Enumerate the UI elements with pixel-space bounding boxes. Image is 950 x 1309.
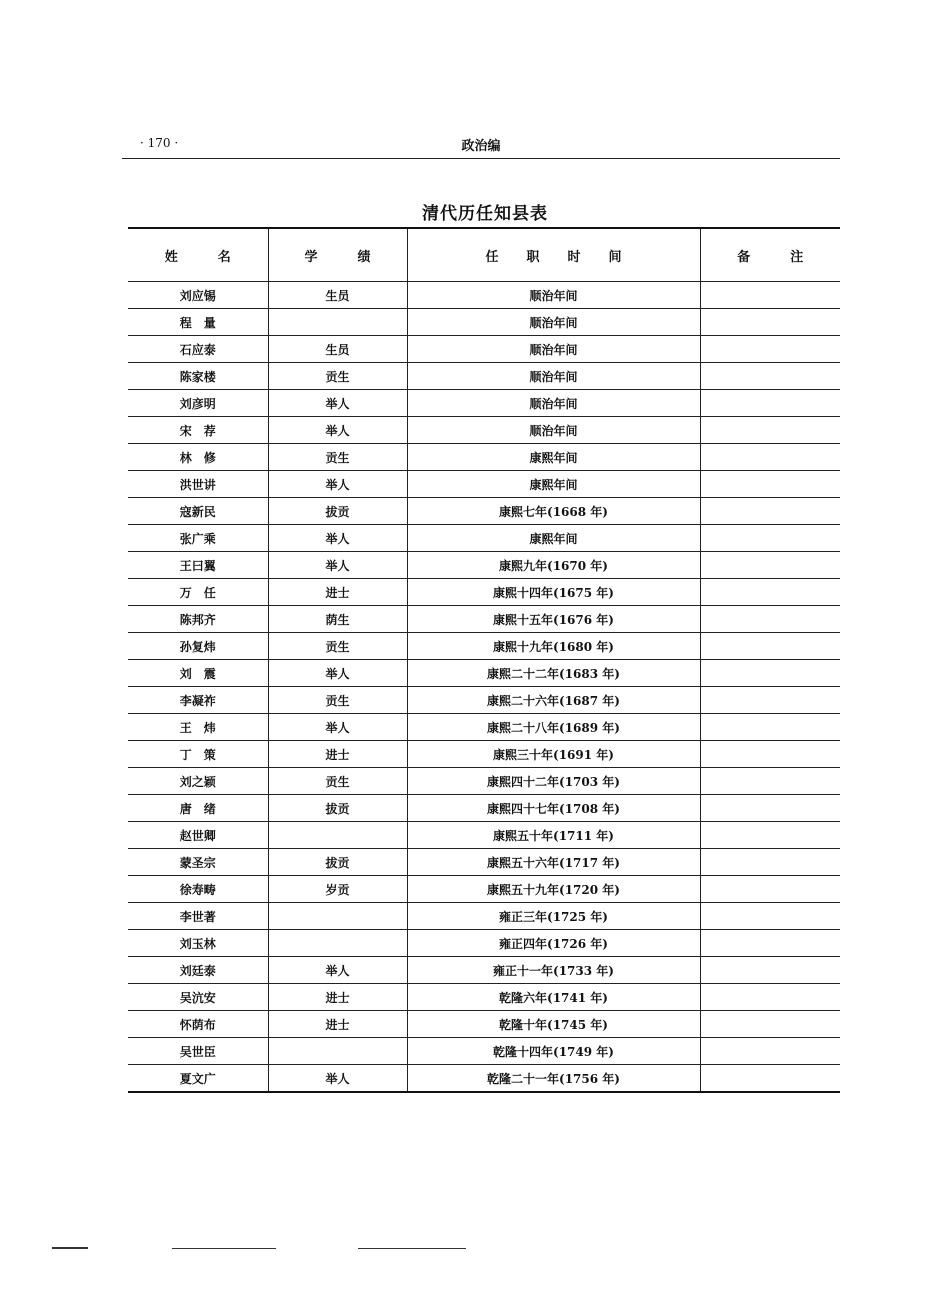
table-row	[128, 903, 840, 930]
cell-degree	[268, 309, 407, 336]
cell-degree: 举人	[268, 660, 407, 687]
cell-name: 李世著	[128, 903, 268, 930]
table-row	[128, 390, 840, 417]
running-title: 政治编	[461, 139, 501, 154]
table-row	[128, 849, 840, 876]
cell-degree: 进士	[268, 984, 407, 1011]
cell-degree: 举人	[268, 714, 407, 741]
cell-term: 雍正三年(1725 年)	[407, 903, 700, 930]
table-row	[128, 687, 840, 714]
cell-degree	[268, 822, 407, 849]
page-header	[122, 135, 840, 159]
table-row	[128, 525, 840, 552]
table-title: 清代历任知县表	[422, 204, 548, 224]
cell-note	[700, 390, 840, 417]
cell-term: 康熙十四年(1675 年)	[407, 579, 700, 606]
cell-term: 顺治年间	[407, 309, 700, 336]
cell-degree: 拔贡	[268, 795, 407, 822]
header-rule	[122, 158, 840, 159]
cell-degree: 贡生	[268, 687, 407, 714]
cell-name: 吴世臣	[128, 1038, 268, 1065]
cell-degree	[268, 1038, 407, 1065]
cell-note	[700, 1065, 840, 1093]
cell-degree: 贡生	[268, 444, 407, 471]
cell-term: 康熙三十年(1691 年)	[407, 741, 700, 768]
table-row	[128, 930, 840, 957]
cell-note	[700, 903, 840, 930]
col-header-note: 备 注	[700, 228, 840, 282]
cell-term: 康熙九年(1670 年)	[407, 552, 700, 579]
cell-degree: 举人	[268, 471, 407, 498]
cell-note	[700, 957, 840, 984]
cell-note	[700, 1011, 840, 1038]
cell-term: 顺治年间	[407, 390, 700, 417]
table-row	[128, 498, 840, 525]
cell-name: 孙复炜	[128, 633, 268, 660]
cell-term: 雍正四年(1726 年)	[407, 930, 700, 957]
cell-name: 怀荫布	[128, 1011, 268, 1038]
cell-name: 吴沆安	[128, 984, 268, 1011]
cell-name: 王 炜	[128, 714, 268, 741]
cell-name: 刘玉林	[128, 930, 268, 957]
cell-note	[700, 336, 840, 363]
cell-note	[700, 498, 840, 525]
cell-term: 顺治年间	[407, 336, 700, 363]
cell-note	[700, 930, 840, 957]
cell-note	[700, 309, 840, 336]
cell-name: 寇新民	[128, 498, 268, 525]
cell-degree: 贡生	[268, 768, 407, 795]
cell-degree: 拔贡	[268, 498, 407, 525]
table-row	[128, 957, 840, 984]
cell-term: 康熙十九年(1680 年)	[407, 633, 700, 660]
cell-degree: 举人	[268, 525, 407, 552]
cell-degree: 贡生	[268, 633, 407, 660]
cell-name: 刘之颖	[128, 768, 268, 795]
cell-term: 康熙五十六年(1717 年)	[407, 849, 700, 876]
cell-term: 乾隆二十一年(1756 年)	[407, 1065, 700, 1093]
cell-degree: 举人	[268, 390, 407, 417]
table-row	[128, 822, 840, 849]
cell-note	[700, 579, 840, 606]
cell-name: 徐寿畴	[128, 876, 268, 903]
table-header-row	[128, 228, 840, 282]
cell-note	[700, 741, 840, 768]
cell-degree: 进士	[268, 1011, 407, 1038]
cell-name: 万 任	[128, 579, 268, 606]
cell-term: 康熙四十二年(1703 年)	[407, 768, 700, 795]
table-row	[128, 1065, 840, 1093]
table-row	[128, 579, 840, 606]
cell-note	[700, 552, 840, 579]
cell-name: 赵世卿	[128, 822, 268, 849]
cell-name: 陈邦齐	[128, 606, 268, 633]
table-row	[128, 768, 840, 795]
cell-term: 康熙二十二年(1683 年)	[407, 660, 700, 687]
cell-name: 石应泰	[128, 336, 268, 363]
cell-note	[700, 471, 840, 498]
cell-term: 乾隆十四年(1749 年)	[407, 1038, 700, 1065]
cell-note	[700, 822, 840, 849]
col-header-degree: 学 绩	[268, 228, 407, 282]
cell-note	[700, 444, 840, 471]
cell-note	[700, 633, 840, 660]
col-header-term: 任 职 时 间	[407, 228, 700, 282]
cell-degree: 举人	[268, 552, 407, 579]
cell-degree: 贡生	[268, 363, 407, 390]
table-row	[128, 309, 840, 336]
cell-name: 王曰翼	[128, 552, 268, 579]
cell-term: 康熙二十六年(1687 年)	[407, 687, 700, 714]
table-row	[128, 363, 840, 390]
cell-degree: 进士	[268, 579, 407, 606]
cell-term: 顺治年间	[407, 417, 700, 444]
cell-name: 刘 震	[128, 660, 268, 687]
table-row	[128, 282, 840, 309]
table-row	[128, 984, 840, 1011]
cell-name: 程 量	[128, 309, 268, 336]
cell-degree: 生员	[268, 282, 407, 309]
cell-degree: 荫生	[268, 606, 407, 633]
cell-name: 林 修	[128, 444, 268, 471]
table-row	[128, 795, 840, 822]
cell-name: 丁 策	[128, 741, 268, 768]
cell-degree: 举人	[268, 1065, 407, 1093]
cell-term: 顺治年间	[407, 363, 700, 390]
col-header-name: 姓 名	[128, 228, 268, 282]
cell-note	[700, 768, 840, 795]
cell-term: 康熙四十七年(1708 年)	[407, 795, 700, 822]
table-row	[128, 660, 840, 687]
cell-name: 李凝祚	[128, 687, 268, 714]
cell-name: 宋 荐	[128, 417, 268, 444]
page-number: · 170 ·	[140, 136, 179, 150]
scan-mark	[52, 1247, 88, 1249]
scan-mark	[358, 1248, 466, 1249]
table-row	[128, 1011, 840, 1038]
table-row	[128, 606, 840, 633]
cell-note	[700, 363, 840, 390]
cell-note	[700, 714, 840, 741]
table-row	[128, 552, 840, 579]
cell-note	[700, 660, 840, 687]
cell-note	[700, 606, 840, 633]
cell-note	[700, 795, 840, 822]
cell-degree: 生员	[268, 336, 407, 363]
cell-note	[700, 876, 840, 903]
cell-note	[700, 417, 840, 444]
cell-degree	[268, 930, 407, 957]
cell-name: 刘应锡	[128, 282, 268, 309]
cell-term: 康熙二十八年(1689 年)	[407, 714, 700, 741]
table-row	[128, 444, 840, 471]
cell-note	[700, 282, 840, 309]
cell-degree: 拔贡	[268, 849, 407, 876]
cell-name: 夏文广	[128, 1065, 268, 1093]
table-row	[128, 417, 840, 444]
cell-name: 蒙圣宗	[128, 849, 268, 876]
cell-name: 洪世讲	[128, 471, 268, 498]
cell-degree	[268, 903, 407, 930]
cell-degree: 举人	[268, 417, 407, 444]
cell-note	[700, 984, 840, 1011]
table-body	[128, 282, 840, 1093]
cell-degree: 举人	[268, 957, 407, 984]
table-row	[128, 471, 840, 498]
cell-note	[700, 525, 840, 552]
cell-name: 唐 绪	[128, 795, 268, 822]
cell-term: 康熙五十九年(1720 年)	[407, 876, 700, 903]
table-row	[128, 633, 840, 660]
table-row	[128, 876, 840, 903]
cell-term: 乾隆十年(1745 年)	[407, 1011, 700, 1038]
cell-term: 康熙年间	[407, 525, 700, 552]
table-row	[128, 714, 840, 741]
cell-term: 康熙年间	[407, 444, 700, 471]
cell-name: 张广乘	[128, 525, 268, 552]
cell-term: 康熙五十年(1711 年)	[407, 822, 700, 849]
cell-term: 雍正十一年(1733 年)	[407, 957, 700, 984]
magistrate-table	[128, 227, 840, 1093]
cell-note	[700, 687, 840, 714]
cell-degree: 进士	[268, 741, 407, 768]
table-row	[128, 336, 840, 363]
cell-term: 康熙十五年(1676 年)	[407, 606, 700, 633]
cell-term: 康熙七年(1668 年)	[407, 498, 700, 525]
cell-name: 陈家楼	[128, 363, 268, 390]
cell-term: 康熙年间	[407, 471, 700, 498]
cell-term: 顺治年间	[407, 282, 700, 309]
cell-name: 刘彦明	[128, 390, 268, 417]
table-row	[128, 1038, 840, 1065]
cell-note	[700, 849, 840, 876]
cell-name: 刘廷泰	[128, 957, 268, 984]
scan-mark	[172, 1248, 276, 1249]
cell-term: 乾隆六年(1741 年)	[407, 984, 700, 1011]
table-row	[128, 741, 840, 768]
cell-note	[700, 1038, 840, 1065]
cell-degree: 岁贡	[268, 876, 407, 903]
